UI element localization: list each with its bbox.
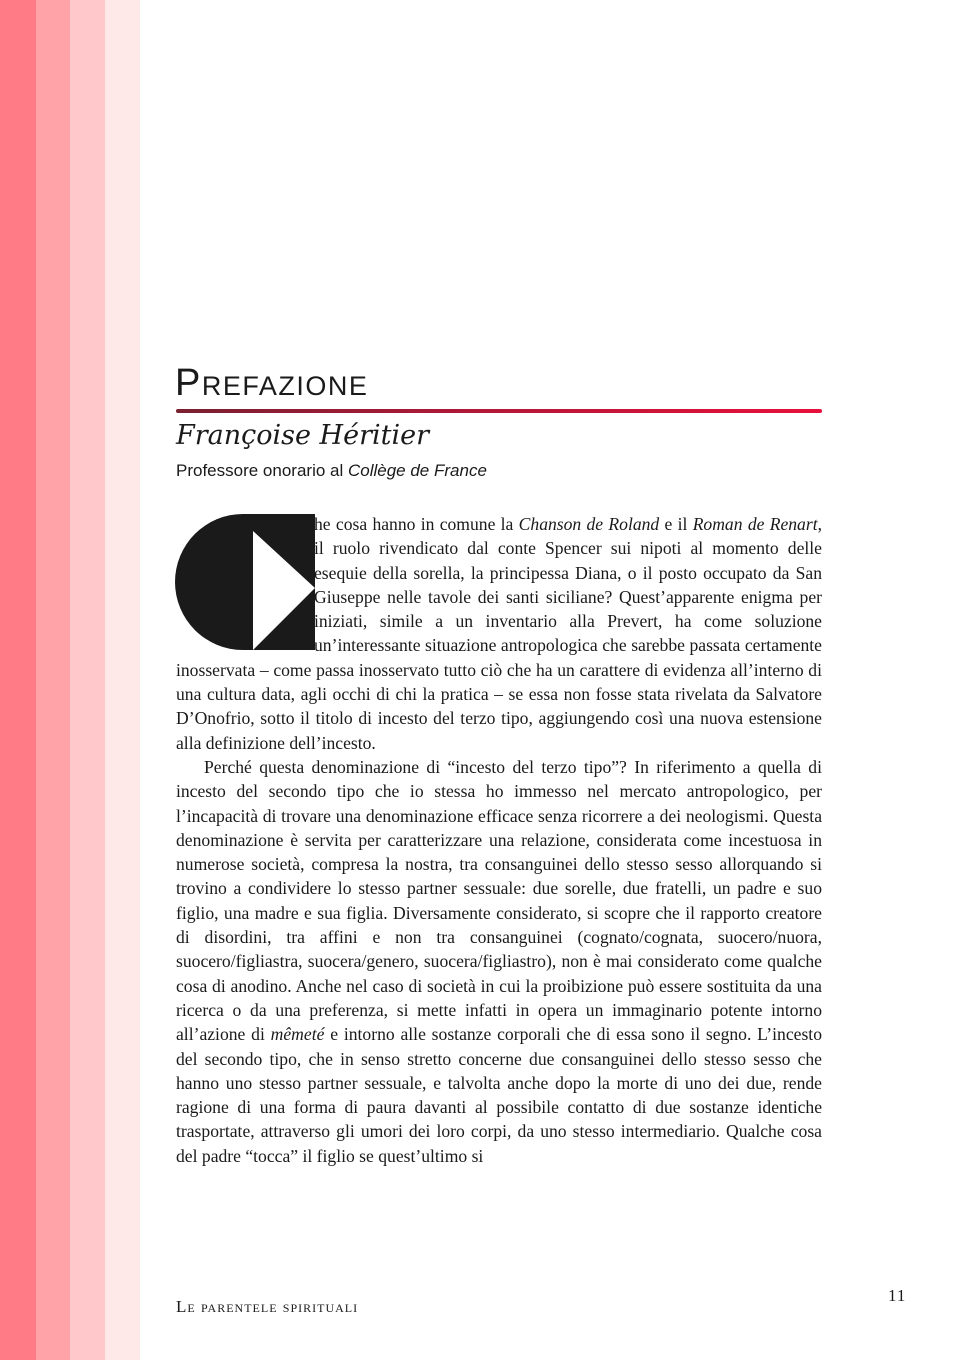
affiliation-prefix: Professore onorario al (176, 461, 348, 480)
title-rule (176, 409, 822, 413)
decorative-band-4 (105, 0, 140, 1360)
text-segment: e intorno alle sostanze corporali che di essa sono il segno. L’incesto del secondo tipo, che in senso stretto concerne due consanguinei dello stesso sesso che hanno uno stesso partner sessuale, e talvolta anche dopo la morte di uno dei due, rende ragione di una forma di paura davanti al possibile contatto di due sostanze identiche trasportate, attraverso gli umori dei loro corpi, da uno stesso intermediario. Qualche cosa del padre “tocca” il figlio se quest’ultimo si (176, 1024, 822, 1166)
running-footer-title: Le parentele spirituali (176, 1297, 359, 1316)
text-segment: he cosa hanno in comune la (314, 514, 519, 534)
italic-segment: Chanson de Roland (518, 514, 660, 534)
decorative-band-1 (0, 0, 36, 1360)
affiliation-institution: Collège de France (347, 461, 487, 480)
decorative-band-3 (70, 0, 105, 1360)
drop-cap-space (176, 512, 314, 657)
text-segment: e il (659, 514, 693, 534)
body-text (176, 512, 822, 1168)
author-name: Françoise Héritier (176, 420, 429, 451)
chapter-title: Prefazione (175, 362, 369, 404)
text-segment: Perché questa denominazione di “incesto del terzo tipo”? In riferimento a quella di incesto del secondo tipo che io stessa ho immesso nel mercato antropologico, per l’incapacità di trovare una denominazione efficace senza ricorrere a dei neologismi. Questa denominazione è servita per caratterizzare una relazione, considerata come incestuosa in numerose società, compresa la nostra, tra consanguinei dello stesso sesso allorquando si trovino a condividere lo stesso partner sessuale: due sorelle, due fratelli, un padre e suo figlio, una madre e sua figlia. Diversamente considerato, si scopre che il rapporto creatore di disordini, tra affini e non tra consanguinei (cognato/cognata, suocero/nuora, suocero/figliastra, suocera/genero, suocera/figliastro), non è mai considerato come qualche cosa di anodino. Anche nel caso di società in cui la proibizione può essere sostituita da una ricerca o da una preferenza, si mette infatti in opera un immaginario potente intorno all’azione di (176, 756, 822, 1045)
author-affiliation (176, 461, 487, 481)
italic-segment: Roman de Renart (692, 514, 818, 534)
italic-segment: mêmeté (270, 1024, 325, 1045)
decorative-band-2 (36, 0, 70, 1360)
page-number: 11 (888, 1286, 907, 1305)
text-segment: , il ruolo rivendicato dal conte Spencer sui nipoti al momento delle esequie della sorella, la principessa Diana, o il posto occupato da San Giuseppe nelle tavole dei santi siciliane? Quest’apparente enigma per iniziati, simile a un inventario alla Prevert, ha come soluzione un’interessante situazione antropologica che sarebbe passata certamente inosservata – come passa inosservato tutto ciò che ha un carattere di evidenza all’interno di una cultura data, agli occhi di chi la pratica – se essa non fosse stata rivelata da Salvatore D’Onofrio, sotto il titolo di incesto del terzo tipo, aggiungendo così una nuova estensione alla definizione dell’incesto. (176, 514, 822, 753)
body-paragraph (176, 755, 822, 1168)
